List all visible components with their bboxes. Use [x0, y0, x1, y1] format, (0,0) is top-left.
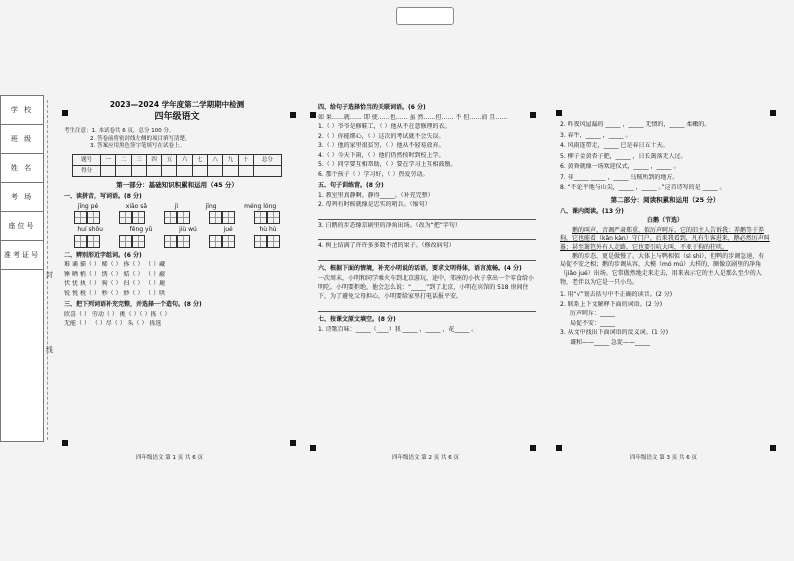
note: 3. 答案应用黑色签字笔填写在试卷上。 — [90, 143, 185, 150]
answer-line: 5. 柳子金黄杏子肥，_____ ，日长篱落无人过。 — [560, 152, 687, 160]
score-cell: 六 — [177, 155, 192, 166]
answer-line: 难 诵 描（ ） 稀（ ） 拆（ ） （ ）藏 — [64, 261, 166, 269]
registration-mark — [310, 445, 316, 451]
answer-line: 6. 黄昏就像一场欢迎仪式，_____ ，_____ 。 — [560, 163, 680, 170]
binding-class: 班 级 — [1, 125, 43, 154]
registration-mark — [290, 440, 296, 446]
sub-question: 1. 用“√”划去括号中不正确的读音。(2 分) — [560, 291, 673, 299]
registration-mark — [290, 112, 296, 118]
score-cell: 七 — [192, 155, 207, 166]
score-cell[interactable] — [177, 166, 192, 177]
answer-line: 锤 晒 梢（ ） 绣（ ） 秸（ ） （ ）蔽 — [64, 270, 166, 278]
pinyin: jiù wú — [179, 226, 197, 234]
pinyin: jué — [223, 226, 233, 234]
sub-question: 谦和——_____ 急促——_____ — [570, 338, 650, 346]
pinyin: méng lóng — [244, 202, 277, 210]
question-heading: 五、句子训练营。(8 分) — [318, 182, 384, 189]
answer-line: 4. 风雨连带走，_____ 已是春日五十天。 — [560, 142, 669, 149]
binding-info-strip — [0, 95, 44, 442]
registration-mark — [556, 110, 562, 116]
answer-line: 1. 教室里真静啊。静得_____。（补充完整） — [318, 191, 434, 199]
sub-question: 厉声呵斥：_____ — [570, 310, 616, 318]
score-cell: 五 — [162, 155, 177, 166]
pinyin: jì — [174, 202, 178, 210]
answer-line: 4.（ ）今天下雨，（ ）他们仍然按时到校上学。 — [318, 151, 445, 159]
answer-line: 伏 忧 执（ ） 狗（ ） 扫（ ） （ ）鹿 — [64, 280, 166, 288]
answer-line: 3.（ ）他的家里很贫穷，（ ）他从不轻易放弃。 — [318, 142, 445, 149]
blank-line[interactable] — [318, 231, 536, 240]
writing-grid[interactable] — [74, 235, 100, 248]
score-table — [72, 154, 282, 177]
binding-ticket: 准考证号 — [1, 241, 43, 270]
binding-school: 学 校 — [1, 96, 43, 125]
writing-grid[interactable] — [119, 211, 145, 224]
binding-room: 考 场 — [1, 183, 43, 212]
passage-paragraph: 鹅的步态，更是傲慢了。大体上与鸭相似（sì shì），但鸭的步调急速，有局促不安之相；鹅的步调从容，大模（mó mú）大样的，颇像京剧里的净角（jiǎo jué）出场。它常傲然地走来走去，用来表示它的主人是那么至少的人物，老伴以为它是一只小鸟。 — [560, 252, 765, 286]
pinyin: jīng pé — [77, 202, 99, 210]
score-cell[interactable] — [253, 166, 281, 177]
line-mark: 线 — [46, 346, 53, 354]
binding-seat: 座位号 — [1, 212, 43, 241]
answer-line: 7. 非_____ _____ ，_____ 乌贼所到的地方。 — [560, 173, 679, 181]
score-cell[interactable] — [146, 166, 161, 177]
blank-line[interactable] — [318, 303, 536, 312]
pinyin: xiāo sǎ — [125, 202, 148, 210]
page-footer: 四年级语文 第 3 页 共 6 页 — [630, 455, 697, 461]
writing-grid[interactable] — [164, 211, 190, 224]
exam-subtitle: 四年级语文 — [154, 112, 200, 123]
answer-line: 6. 那个孩子（ ）学习好，（ ）热爱劳动。 — [318, 170, 429, 178]
page-1 — [64, 100, 290, 330]
registration-mark — [62, 440, 68, 446]
page-2 — [318, 100, 536, 335]
answer-line: 锐 悦 税（ ） 秒（ ） 妙（ ） （ ）哄 — [64, 289, 166, 297]
score-header-row — [73, 155, 282, 166]
note: 考生注意：1. 本试卷共 6 页，总分 100 分。 — [64, 127, 175, 134]
score-cell: 题号 — [73, 155, 101, 166]
writing-grid[interactable] — [209, 211, 235, 224]
pinyin-row — [64, 203, 290, 211]
page-3 — [560, 118, 770, 348]
exam-title: 2023—2024 学年度第二学期期中检测 — [109, 100, 245, 109]
score-cell[interactable] — [131, 166, 146, 177]
blank-line[interactable] — [318, 252, 536, 261]
page-footer: 四年级语文 第 2 页 共 6 页 — [392, 455, 459, 461]
score-cell: 得分 — [73, 166, 101, 177]
answer-line: 2. 昨夜风屋漏的 _____ ，_____ 无情的，_____ 柔嫩的。 — [560, 121, 711, 128]
sub-question: 2. 联系上下文解释下面的词语。(2 分) — [560, 300, 663, 308]
score-cell: 三 — [131, 155, 146, 166]
scan-stamp — [396, 7, 454, 25]
score-cell[interactable] — [208, 166, 223, 177]
scenario-text: 一次周末，小明和同学乘火车到北京游玩，途中，邻座的小伙子拿出一个零食给小明吃。小明要拒绝，他会怎么说：“_____”到了北京，小明在宾馆的 518 房间住下，为了避免父母担心，小明要给家里打电话报平安。 — [318, 275, 535, 300]
pinyin: huí shǒu — [77, 226, 103, 234]
score-cell[interactable] — [192, 166, 207, 177]
score-cell[interactable] — [116, 166, 131, 177]
question-heading: 六、根据下面的情境，补充小明说的话语，要求文明得体，语言流畅。(4 分) — [318, 264, 522, 272]
score-cell: 十 — [238, 155, 253, 166]
answer-line: 1. 诗歌百味：_____（____）我 _____ ，_____ ，花_____ 。 — [318, 325, 478, 333]
passage-paragraph: 鹅的叫声，音调严肃郑重，似厉声呵斥。它的旧主人告诉我：养鹅等于养狗，它也能看（kān kàn）守门户。后来我看到，凡有生客进来，鹅必然厉声叫嚣；甚至篱笆外有人走路，它也要引吭大叫，不亚于狗的狂吠。 — [560, 226, 770, 251]
score-value-row — [73, 166, 282, 177]
sub-question: 局促不安：_____ — [570, 319, 616, 327]
writing-grid[interactable] — [74, 211, 100, 224]
binding-name: 姓 名 — [1, 154, 43, 183]
question-heading: 八、课内阅读。(13 分) — [560, 207, 624, 215]
writing-grid[interactable] — [254, 235, 280, 248]
question-heading: 四、给句子选择恰当的关联词语。(6 分) — [318, 104, 426, 111]
question-heading: 七、按课文原文填空。(8 分) — [318, 316, 396, 323]
pinyin: hù hù — [259, 226, 277, 234]
answer-line: 欣喜（ ） 劳动（ ） 挑（ ）（ ）拣（ ） — [64, 310, 171, 318]
score-cell: 九 — [223, 155, 238, 166]
score-cell[interactable] — [162, 166, 177, 177]
registration-mark — [556, 445, 562, 451]
score-cell: 四 — [146, 155, 161, 166]
pinyin: fēng yǔ — [129, 226, 153, 234]
option-line: 如 果……就…… 即 使……也…… 虽 然……但…… 不 但……而 且…… — [318, 113, 508, 121]
score-cell: 二 — [116, 155, 131, 166]
registration-mark — [770, 445, 776, 451]
answer-line: 2. 母鸡有时候就像是忠实的哨兵。（缩句） — [318, 201, 431, 208]
score-cell: 八 — [208, 155, 223, 166]
writing-grid-row — [64, 235, 290, 248]
passage-title: 白鹅（节选） — [646, 217, 683, 225]
question-heading: 一、读拼音，写词语。(8 分) — [64, 193, 142, 201]
note: 2. 答卷前将密封线左侧的项目填写清楚。 — [90, 135, 191, 142]
answer-line: 4. 树上结满了许许多多数不清的果子。（修改病句） — [318, 242, 455, 249]
page-footer: 四年级语文 第 1 页 共 6 页 — [136, 455, 203, 461]
answer-line: 3. 春牛，_____ ，_____ 。 — [560, 131, 632, 139]
answer-line: 5.（ ）同学要互相帮助，（ ）要在学习上互相鼓励。 — [318, 161, 457, 168]
answer-line: 8. “不论平地与山尖，_____ ，_____ 。”这首诗写的是 _____ 。 — [560, 184, 726, 191]
writing-grid[interactable] — [119, 235, 145, 248]
writing-grid[interactable] — [254, 211, 280, 224]
writing-grid[interactable] — [164, 235, 190, 248]
writing-grid-row — [64, 211, 290, 224]
registration-mark — [310, 112, 316, 118]
sub-question: 3. 从文中找出下面词语的反义词。(1 分) — [560, 329, 669, 337]
part-heading: 第二部分：阅读积累和运用（25 分） — [610, 195, 720, 204]
pinyin-row — [64, 226, 290, 234]
score-cell[interactable] — [101, 166, 116, 177]
question-heading: 三、把下列词语补充完整，并选择一个造句。(8 分) — [64, 301, 202, 309]
pinyin: jīng — [205, 202, 217, 210]
answer-line: 3. 白鹅的步态像京剧里的净角出场。（改为“把”字句） — [318, 221, 461, 229]
blank-line[interactable] — [318, 211, 536, 220]
writing-grid[interactable] — [209, 235, 235, 248]
seal-mark: 封 — [46, 271, 53, 279]
score-cell: 总分 — [253, 155, 281, 166]
part-heading: 第一部分：基础知识积累和运用（45 分） — [116, 181, 238, 190]
answer-line: 无能（ ） （ ）尽（ ） 头（ ） 拣选 — [64, 320, 162, 328]
score-cell: 一 — [101, 155, 116, 166]
question-heading: 二、辨别形近字组词。(6 分) — [64, 251, 142, 259]
answer-line: 2.（ ）你能细心，（ ）这次的考试就不会失误。 — [318, 132, 445, 140]
score-cell[interactable] — [223, 166, 238, 177]
registration-mark — [530, 445, 536, 451]
registration-mark — [770, 110, 776, 116]
answer-line: 1.（ ）爷爷是修鞋工，（ ）他从不在意修理的衣。 — [318, 123, 451, 130]
score-cell[interactable] — [238, 166, 253, 177]
